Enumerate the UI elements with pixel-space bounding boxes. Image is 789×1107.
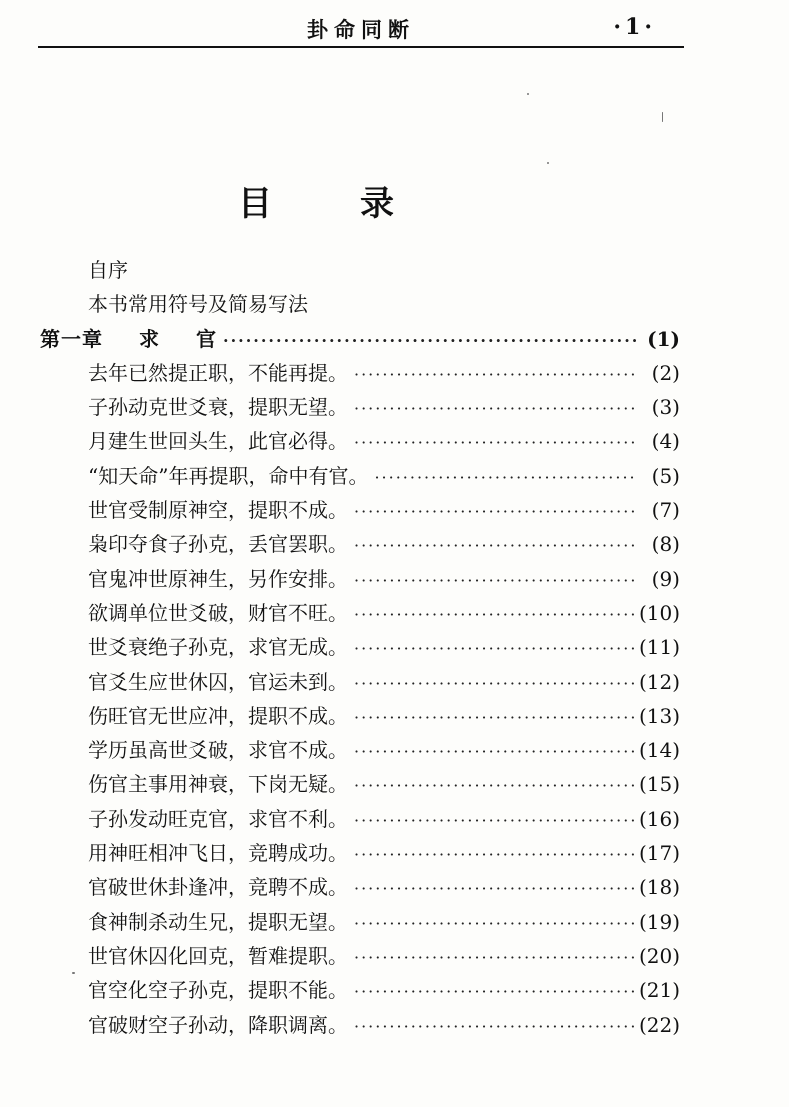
toc-entry[interactable] [40,357,680,391]
toc-page-number: (12) [638,669,680,694]
chapter-heading [40,323,217,352]
toc-entry[interactable] [40,906,680,940]
page-header [38,6,684,48]
toc-page-number: (11) [638,635,680,660]
toc-page-number: (22) [638,1012,680,1037]
dot-leader [354,811,635,830]
toc-page-number: (14) [638,738,680,763]
dot-leader [354,948,635,967]
toc-front-preface[interactable] [40,254,680,288]
toc-entry[interactable] [40,974,680,1008]
dot-leader [354,776,635,795]
dot-leader [354,571,636,590]
dot-leader [354,879,635,898]
toc-entry-label: 本书常用符号及简易写法 [88,292,308,317]
toc-entry-label: 学历虽高世爻破，求官不成。 [88,738,348,763]
toc-entry-label: 自序 [88,258,128,282]
dot-leader [354,502,636,521]
toc-entry-label: 欲调单位世爻破，财官不旺。 [88,600,348,625]
toc-entry[interactable] [40,391,680,425]
dot-leader [354,708,635,727]
toc-entry[interactable] [40,666,680,700]
dot-leader [354,399,636,418]
toc-entry-label: 月建生世回头生，此官必得。 [88,429,348,454]
toc-page-number: (20) [638,943,680,968]
toc-title: 目录 [238,184,482,224]
toc-front-symbols[interactable] [40,288,680,322]
toc-entry[interactable] [40,460,680,494]
toc-entry[interactable] [40,1009,680,1043]
dot-leader [223,331,636,350]
toc-page-number: (5) [651,463,680,488]
toc-entry-label: 官鬼冲世原神生，另作安排。 [88,566,348,591]
toc-page-number: (4) [651,429,680,454]
toc-entry-label: 世官休囚化回克，暂难提职。 [88,943,348,968]
toc-page-number: (18) [638,875,680,900]
dot-leader [354,914,635,933]
toc-entry[interactable] [40,768,680,802]
dot-leader [354,536,636,555]
toc-page-number: (16) [638,806,680,831]
toc-entry-label: 子孙动克世爻衰，提职无望。 [88,395,348,420]
toc-entry[interactable] [40,837,680,871]
toc-entry-label: 官爻生应世休囚，官运未到。 [88,669,348,694]
toc-entry-label: 枭印夺食子孙克，丢官罢职。 [88,532,348,557]
toc-entry-label: “知天命”年再提职，命中有官。 [88,463,369,488]
dot-leader [354,1017,635,1036]
table-of-contents [40,254,680,1043]
toc-entry-label: 官破财空子孙动，降职调离。 [88,1012,348,1037]
scan-speck [527,93,529,95]
toc-entry[interactable] [40,803,680,837]
toc-entry[interactable] [40,871,680,905]
toc-page-number: (9) [651,566,680,591]
toc-page-number: (7) [651,498,680,523]
toc-entry[interactable] [40,563,680,597]
page-number: ·1· [613,14,656,40]
toc-entry[interactable] [40,528,680,562]
toc-page-number: (19) [638,909,680,934]
toc-page-number: (13) [638,703,680,728]
dot-leader [354,982,635,1001]
toc-entry[interactable] [40,700,680,734]
dot-leader [354,605,635,624]
toc-entry-label: 用神旺相冲飞日，竞聘成功。 [88,841,348,866]
toc-chapter-1[interactable] [40,323,680,357]
toc-entry[interactable] [40,734,680,768]
toc-page-number: (1) [647,326,680,351]
toc-entry-label: 子孙发动旺克官，求官不利。 [88,806,348,831]
chapter-number: 第一章 [40,326,103,351]
toc-entry[interactable] [40,494,680,528]
toc-entry-label: 伤官主事用神衰，下岗无疑。 [88,772,348,797]
toc-entry[interactable] [40,631,680,665]
scan-speck [547,162,549,164]
toc-page-number: (15) [638,772,680,797]
toc-page-number: (2) [651,360,680,385]
dot-leader [354,674,635,693]
toc-page-number: (10) [638,600,680,625]
dot-leader [354,365,636,384]
toc-page-number: (8) [651,532,680,557]
toc-entry-label: 世爻衰绝子孙克，求官无成。 [88,635,348,660]
scan-speck [72,972,75,974]
scan-speck [662,112,663,122]
dot-leader [354,845,635,864]
toc-entry-label: 去年已然提正职，不能再提。 [88,360,348,385]
toc-page-number: (3) [651,395,680,420]
toc-entry-label: 伤旺官无世应冲，提职不成。 [88,703,348,728]
toc-entry[interactable] [40,940,680,974]
toc-entry-label: 世官受制原神空，提职不成。 [88,498,348,523]
toc-entry-label: 官空化空子孙克，提职不能。 [88,978,348,1003]
chapter-title-part2: 官 [196,326,217,351]
dot-leader [374,468,636,487]
dot-leader [354,433,636,452]
toc-entry[interactable] [40,425,680,459]
toc-page-number: (21) [638,978,680,1003]
dot-leader [354,742,635,761]
toc-entry-label: 食神制杀动生兄，提职无望。 [88,909,348,934]
toc-page-number: (17) [638,841,680,866]
toc-entry[interactable] [40,597,680,631]
toc-entry-label: 官破世休卦逢冲，竞聘不成。 [88,875,348,900]
chapter-title-part1: 求 [139,326,160,351]
dot-leader [354,639,635,658]
running-title: 卦命同断 [307,17,415,42]
